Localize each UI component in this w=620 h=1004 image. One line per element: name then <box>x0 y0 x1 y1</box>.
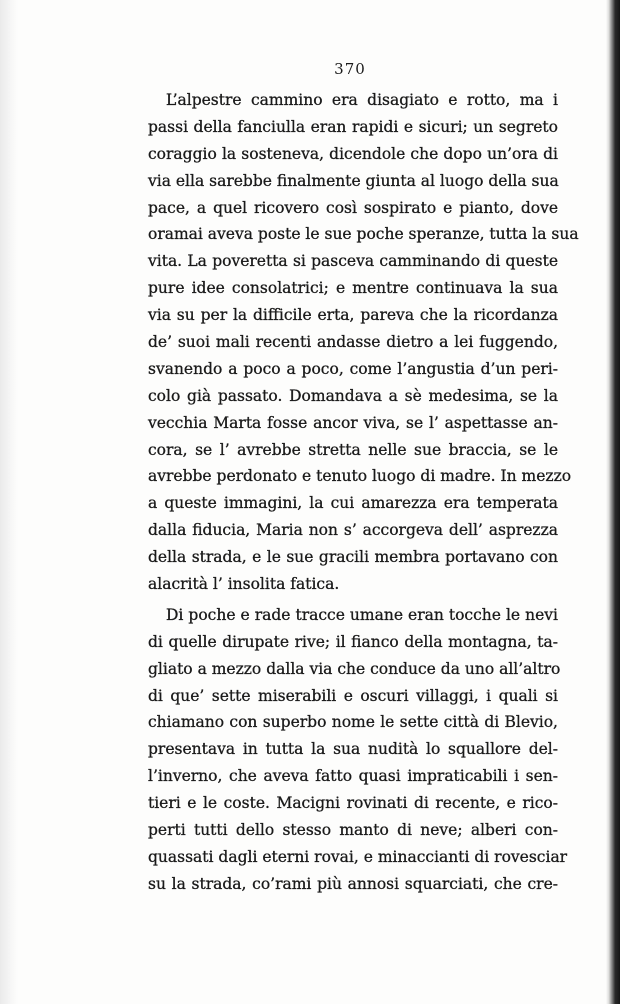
text-line: su la strada, co’rami più annosi squarciati, che cre- <box>148 874 558 893</box>
text-line: presentava in tutta la sua nudità lo squallore del- <box>148 740 558 759</box>
text-line: avrebbe perdonato e tenuto luogo di madre. In mezzo <box>148 467 572 486</box>
text-line: via su per la difficile erta, pareva che la ricordanza <box>148 306 558 325</box>
text-line: Di poche e rade tracce umane eran tocche le nevi <box>166 605 558 624</box>
text-line: chiamano con superbo nome le sette città di Blevio, <box>148 713 558 732</box>
text-line: alacrità l’ insolita fatica. <box>148 575 340 594</box>
text-line: pace, a quel ricovero così sospirato e pianto, dove <box>148 198 558 217</box>
text-line: vita. La poveretta si pasceva camminando di queste <box>148 252 558 271</box>
text-line: gliato a mezzo dalla via che conduce da uno all’altro <box>148 659 561 678</box>
text-line: l’inverno, che aveva fatto quasi impraticabili i sen- <box>148 767 558 786</box>
page-number: 370 <box>334 60 366 78</box>
text-line: di quelle dirupate rive; il fianco della montagna, ta- <box>148 632 558 651</box>
text-line: quassati dagli eterni rovai, e minaccianti di rovesciar <box>148 847 568 866</box>
text-line: cora, se l’ avrebbe stretta nelle sue braccia, se le <box>148 440 558 459</box>
text-line: perti tutti dello stesso manto di neve; alberi con- <box>148 821 558 840</box>
text-line: L’alpestre cammino era disagiato e rotto, ma i <box>166 91 558 109</box>
text-line: dalla fiducia, Maria non s’ accorgeva dell’ asprezza <box>148 521 558 540</box>
text-line: vecchia Marta fosse ancor viva, se l’ aspettasse an- <box>148 413 558 432</box>
text-line: colo già passato. Domandava a sè medesima, se la <box>148 386 558 405</box>
text-line: passi della fanciulla eran rapidi e sicuri; un segreto <box>148 117 558 136</box>
text-line: via ella sarebbe finalmente giunta al luogo della sua <box>148 171 559 190</box>
text-line: di que’ sette miserabili e oscuri villaggi, i quali si <box>148 686 558 705</box>
text-line: coraggio la sosteneva, dicendole che dopo un’ora di <box>148 144 558 163</box>
text-line: a queste immagini, la cui amarezza era temperata <box>148 494 558 513</box>
text-line: tieri e le coste. Macigni rovinati di recente, e rico- <box>148 794 558 813</box>
page-binding-shadow <box>606 0 620 1004</box>
text-line: svanendo a poco a poco, come l’angustia d’un peri- <box>148 359 558 378</box>
text-line: della strada, e le sue gracili membra portavano con <box>148 548 558 567</box>
text-line: pure idee consolatrici; e mentre continuava la sua <box>148 279 558 298</box>
body-text <box>148 87 579 902</box>
text-line: de’ suoi mali recenti andasse dietro a lei fuggendo, <box>148 333 558 352</box>
paragraph-2 <box>148 602 568 898</box>
page-left-edge-shadow <box>0 0 18 1004</box>
paragraph-1 <box>148 87 579 598</box>
text-line: oramai aveva poste le sue poche speranze, tutta la sua <box>148 225 579 244</box>
